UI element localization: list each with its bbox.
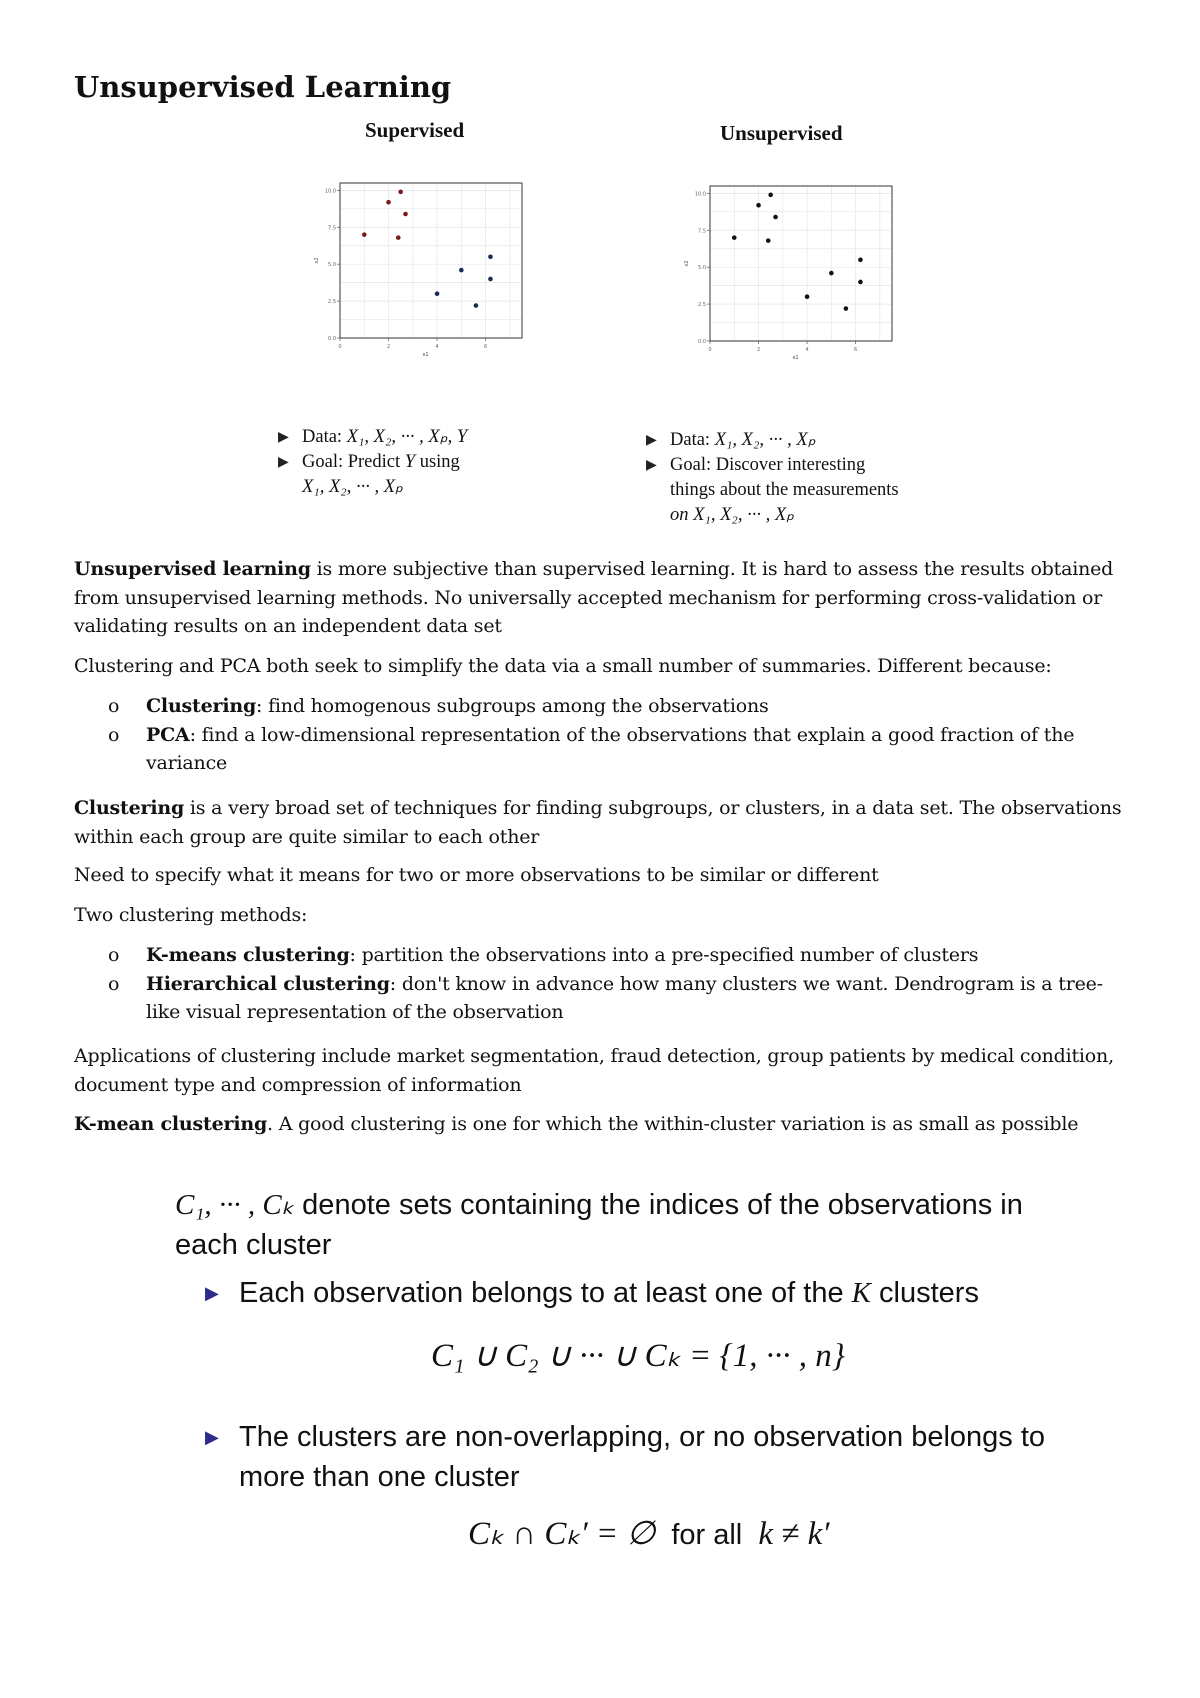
data-point	[435, 291, 440, 296]
y-tick-label: 10.0	[324, 188, 336, 195]
slide-bullet-math: K	[851, 1277, 871, 1309]
list-item	[74, 721, 1134, 778]
y-tick-label: 5.0	[698, 265, 706, 272]
y-tick-label: 0.0	[328, 336, 336, 342]
paragraph-bold-term: K-mean clustering	[74, 1113, 268, 1135]
list-bullet: o	[108, 723, 120, 746]
list-item-text: : find homogenous subgroups among the observations	[256, 695, 769, 717]
slide-intro	[175, 1185, 1055, 1265]
y-tick-label: 0.0	[698, 339, 706, 345]
y-tick-label: 7.5	[698, 228, 706, 235]
slide-bullet-text: The clusters are non-overlapping, or no observation belongs to more than one cluster	[239, 1421, 1046, 1493]
x-axis-label: x1	[422, 352, 429, 358]
x-tick-label: 2	[756, 347, 761, 353]
list-item	[74, 692, 1134, 721]
page-title: Unsupervised Learning	[74, 70, 452, 104]
y-axis-label: x2	[314, 257, 320, 264]
paragraph-similarity: Need to specify what it means for two or more observations to be similar or different	[74, 864, 879, 886]
data-point	[858, 280, 863, 285]
x-tick-label: 0	[338, 344, 342, 350]
paragraph-text: . A good clustering is one for which the within-cluster variation is as small as possible	[267, 1113, 1079, 1135]
unsupervised-scatter-plot	[680, 176, 900, 361]
list-item-text: : partition the observations into a pre-specified number of clusters	[349, 944, 979, 966]
x-tick-label: 6	[854, 347, 858, 353]
list-clustering-methods	[74, 941, 1134, 1027]
paragraph-kmean	[74, 1110, 1134, 1139]
data-point	[396, 235, 401, 240]
list-item	[74, 941, 1134, 970]
supervised-bullet-goal	[278, 450, 538, 475]
paragraph-clustering	[74, 794, 1134, 851]
unsupervised-bullets	[646, 428, 946, 528]
y-tick-label: 7.5	[328, 225, 336, 232]
data-point	[768, 193, 773, 198]
list-item-term: PCA	[146, 723, 190, 746]
data-point	[386, 200, 391, 205]
equation-union: C₁ ∪ C₂ ∪ ··· ∪ Cₖ = {1, ··· , n}	[431, 1338, 845, 1374]
slide-bullet-post: clusters	[870, 1277, 979, 1309]
data-point	[488, 255, 493, 260]
data-point	[362, 232, 367, 237]
list-item-term: Clustering	[146, 695, 257, 717]
data-point	[403, 212, 408, 217]
data-point	[844, 306, 849, 311]
bullet-triangle-icon: ▶	[646, 433, 657, 448]
y-axis-label: x2	[684, 260, 690, 267]
y-tick-label: 2.5	[698, 302, 706, 309]
y-tick-label: 5.0	[328, 262, 336, 269]
bullet-math: X₁, X₂, ··· , Xₚ, Y	[346, 427, 468, 447]
unsupervised-scatter-svg	[680, 176, 900, 361]
bullet-math: X₁, X₂, ··· , Xₚ	[714, 430, 816, 450]
paragraph-applications: Applications of clustering include market segmentation, fraud detection, group patients by medical condition, document type and compression of information	[74, 1045, 1114, 1096]
data-point	[756, 203, 761, 208]
data-point	[474, 303, 479, 308]
list-item	[74, 970, 1134, 1027]
list-bullet: o	[108, 972, 120, 995]
paragraph-bold-term: Unsupervised learning	[74, 558, 311, 580]
x-tick-label: 4	[805, 347, 809, 353]
data-point	[805, 294, 810, 299]
slide-bullet-pre: Each observation belongs to at least one of the	[239, 1277, 852, 1309]
paragraph-unsupervised	[74, 555, 1134, 641]
list-bullet: o	[108, 695, 120, 717]
list-bullet: o	[108, 944, 120, 966]
plot-border	[340, 183, 522, 338]
slide-intro-math: C₁, ··· , Cₖ	[175, 1189, 295, 1221]
x-axis-label: x1	[792, 355, 799, 361]
list-item-text: : don't know in advance how many clusters we want. Dendrogram is a tree-like visual representation of the observation	[146, 972, 1103, 1023]
supervised-bullet-data	[278, 425, 538, 450]
data-point	[459, 268, 464, 273]
supervised-scatter-svg	[310, 173, 530, 358]
data-point	[488, 277, 493, 282]
list-item-text: : find a low-dimensional representation of the observations that explain a good fraction of the variance	[146, 723, 1075, 774]
data-point	[732, 235, 737, 240]
slide-bullet-1	[205, 1273, 1065, 1313]
data-point	[829, 271, 834, 276]
unsupervised-bullet-goal	[646, 453, 946, 478]
x-tick-label: 0	[708, 347, 712, 353]
x-tick-label: 6	[484, 344, 488, 350]
paragraph-text: is more subjective than supervised learning. It is hard to assess the results obtained from unsupervised learning methods. No universally accepted mechanism for performing cross-validation or validating results on an independent data set	[74, 558, 1114, 637]
list-item-term: K-means clustering	[146, 944, 350, 966]
supervised-scatter-plot	[310, 173, 530, 358]
equation-intersection	[468, 1513, 829, 1553]
supervised-bullets	[278, 425, 538, 500]
unsupervised-bullet-data	[646, 428, 946, 453]
y-tick-label: 10.0	[694, 191, 706, 198]
paragraph-two-methods: Two clustering methods:	[74, 904, 308, 926]
bullet-continuation: X₁, X₂, ··· , Xₚ	[302, 477, 403, 497]
bullet-triangle-icon: ▶	[278, 455, 289, 470]
x-tick-label: 4	[435, 344, 439, 350]
data-point	[858, 258, 863, 263]
paragraph-text: is a very broad set of techniques for finding subgroups, or clusters, in a data set. The observations within each group are quite similar to each other	[74, 797, 1122, 848]
bullet-triangle-icon: ▶	[646, 458, 657, 473]
data-point	[398, 190, 403, 195]
bullet-tail: using	[415, 452, 460, 472]
slide-bullet-2	[205, 1417, 1065, 1497]
supervised-title: Supervised	[365, 118, 465, 142]
bullet-label: Data:	[670, 430, 715, 450]
equation-condition: k ≠ k′	[758, 1516, 830, 1552]
paragraph-clustering-pca: Clustering and PCA both seek to simplify the data via a small number of summaries. Different because:	[74, 655, 1052, 677]
equation-math: Cₖ ∩ Cₖ′ = ∅	[468, 1516, 656, 1552]
bullet-label: Goal: Predict	[302, 452, 405, 472]
slide-intro-text: denote sets containing the indices of the observations in each cluster	[175, 1189, 1023, 1261]
data-point	[773, 215, 778, 220]
data-point	[766, 238, 771, 243]
bullet-label: Data:	[302, 427, 347, 447]
bullet-triangle-icon: ▶	[278, 430, 289, 445]
list-item-term: Hierarchical clustering	[146, 972, 390, 995]
plot-border	[710, 186, 892, 341]
y-tick-label: 2.5	[328, 299, 336, 306]
bullet-label: Goal: Discover interesting	[670, 455, 866, 475]
x-tick-label: 2	[386, 344, 391, 350]
slide-bullet-text	[205, 1273, 1065, 1313]
equation-text: for all	[655, 1519, 759, 1551]
list-clustering-pca	[74, 692, 1134, 778]
bullet-math: Y	[404, 452, 416, 472]
bullet-triangle-icon: ▶	[205, 1283, 219, 1303]
bullet-continuation-2: on X₁, X₂, ··· , Xₚ	[670, 505, 795, 525]
paragraph-bold-term: Clustering	[74, 797, 185, 819]
unsupervised-title: Unsupervised	[720, 121, 843, 145]
bullet-triangle-icon: ▶	[205, 1427, 219, 1447]
bullet-continuation: things about the measurements	[670, 480, 899, 500]
